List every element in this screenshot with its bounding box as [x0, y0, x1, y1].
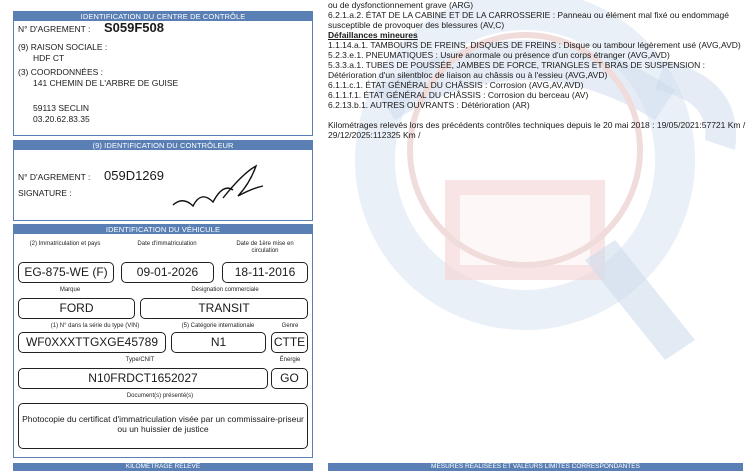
centre-agrement-label: N° D'AGREMENT :	[18, 24, 91, 34]
vin-label: (1) N° dans la série du type (VIN)	[50, 323, 140, 329]
categorie-value: N1	[171, 332, 266, 353]
kilometrage-header: KILOMÉTRAGE RELEVÉ	[13, 463, 313, 471]
docs-label: Document(s) présenté(s)	[126, 393, 194, 399]
defect-line: 5.3.3.a.1. TUBES DE POUSSÉE, JAMBES DE FORCE, TRIANGLES ET BRAS DE SUSPENSION : Détérioration d'un silentbloc de liaison au châssis ou à l'essieu (AVG,AVD)	[328, 60, 705, 80]
address-line1: 141 CHEMIN DE L'ARBRE DE GUISE	[33, 78, 179, 88]
signature-icon	[168, 158, 268, 213]
docs-value: Photocopie du certificat d'immatriculation visée par un commissaire-priseur ou un huissier de justice	[18, 403, 308, 449]
defect-line: 1.1.14.a.1. TAMBOURS DE FREINS, DISQUES DE FREINS : Disque ou tambour légèrement usé (AVG,AVD)	[328, 40, 741, 50]
defect-line: 5.2.3.e.1. PNEUMATIQUES : Usure anormale ou présence d'un corps étranger (AVG,AVD)	[328, 50, 670, 60]
date-immat-label: Date d'immatriculation	[137, 241, 197, 247]
defect-line: ou de dysfonctionnement grave (ARG)	[328, 0, 474, 10]
identification-column	[0, 0, 320, 470]
controleur-header: (9) IDENTIFICATION DU CONTRÔLEUR	[14, 141, 312, 150]
minor-defects-title: Défaillances mineures	[328, 30, 418, 40]
controleur-agrement-label: N° D'AGREMENT :	[18, 172, 91, 182]
designation-value: TRANSIT	[140, 298, 308, 319]
defect-line: 6.1.1.f.1. ÉTAT GÉNÉRAL DU CHÂSSIS : Corrosion du berceau (AV)	[328, 90, 589, 100]
type-label: Type/CNIT	[125, 357, 155, 363]
coord-label: (3) COORDONNÉES :	[18, 67, 104, 77]
defect-line: 6.2.1.a.2. ÉTAT DE LA CABINE ET DE LA CARROSSERIE : Panneau ou élément mal fixé ou endommagé susceptible de provoquer des blessures (AV,C)	[328, 10, 729, 30]
defect-line: 6.2.13.b.1. AUTRES OUVRANTS : Détérioration (AR)	[328, 100, 530, 110]
date-immat-value: 09-01-2026	[121, 262, 214, 283]
defect-line: 6.1.1.c.1. ÉTAT GÉNÉRAL DU CHÂSSIS : Corrosion (AVG,AV,AVD)	[328, 80, 584, 90]
vin-value: WF0XXXTTGXGE45789	[18, 332, 166, 353]
raison-value: HDF CT	[33, 53, 65, 63]
energie-label: Énergie	[279, 357, 301, 363]
type-value: N10FRDCT1652027	[18, 368, 268, 389]
centre-agrement-value: S059F508	[104, 20, 164, 35]
immat-label: (2) Immatriculation et pays	[29, 241, 101, 247]
genre-value: CTTE	[271, 332, 308, 353]
marque-label: Marque	[59, 287, 81, 293]
marque-value: FORD	[18, 298, 135, 319]
vehicule-header: IDENTIFICATION DU VÉHICULE	[14, 225, 312, 234]
raison-label: (9) RAISON SOCIALE :	[18, 42, 108, 52]
date-first-value: 18-11-2016	[222, 262, 308, 283]
designation-label: Désignation commerciale	[191, 287, 259, 293]
immat-value: EG-875-WE (F)	[18, 262, 114, 283]
defects-text	[328, 0, 746, 140]
mileage-history: Kilométrages relevés lors des précédents contrôles techniques depuis le 20 mai 2018 : 19/05/2021:57721 Km / 29/12/2025:112325 Km /	[328, 120, 746, 140]
genre-label: Genre	[281, 323, 299, 329]
energie-value: GO	[271, 368, 308, 389]
address-line2: 59113 SECLIN	[33, 103, 90, 113]
categorie-label: (5) Catégorie internationale	[181, 323, 255, 329]
mesures-header: MESURES RÉALISÉES ET VALEURS LIMITES CORRESPONDANTES	[328, 463, 743, 471]
centre-header: IDENTIFICATION DU CENTRE DE CONTRÔLE	[14, 12, 312, 21]
date-first-label: Date de 1ère mise en circulation	[236, 241, 294, 254]
controleur-agrement-value: 059D1269	[104, 168, 164, 183]
signature-label: SIGNATURE :	[18, 188, 72, 198]
phone: 03.20.62.83.35	[33, 114, 90, 124]
